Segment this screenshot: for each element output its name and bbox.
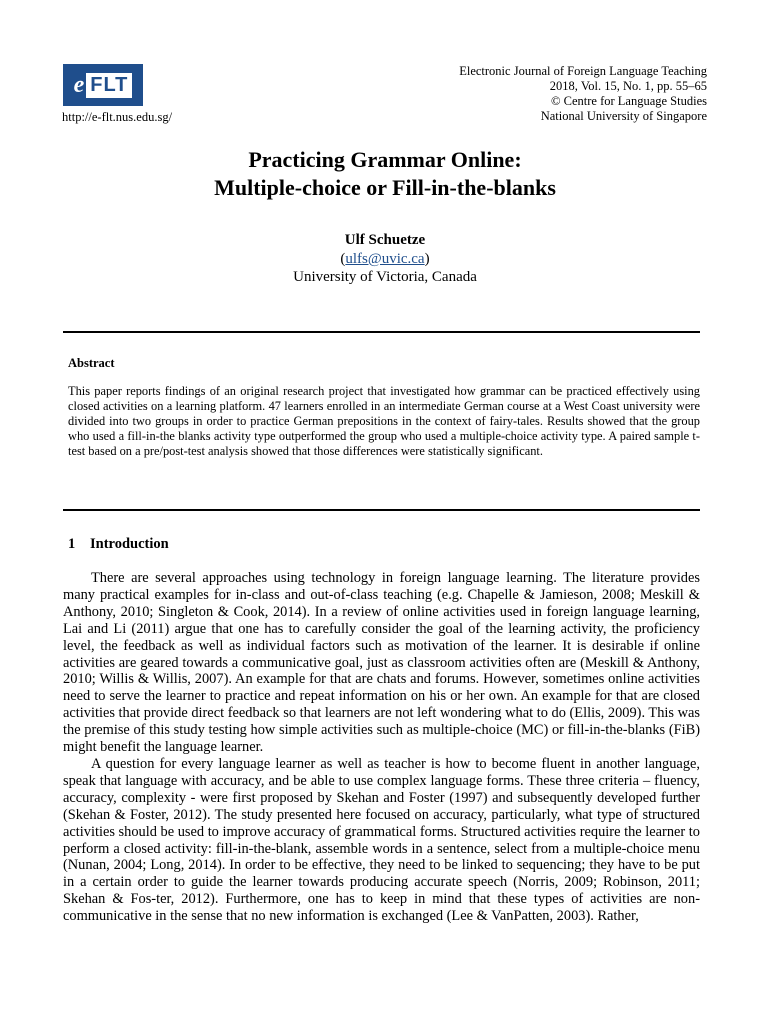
logo-flt: FLT xyxy=(86,73,132,98)
author-name: Ulf Schuetze xyxy=(344,232,426,248)
email-open: ( xyxy=(340,250,346,267)
email-close: ) xyxy=(424,250,430,267)
paragraph: There are several approaches using technology in foreign language learning. The literature provides many practical examples for in-class and out-of-class teaching (e.g. Chapelle & Jamieson, 2008; Meskill & Anthony, 2010; Singleton & Cook, 2014). In a review of online activities used in foreign language learning, Lai and Li (2011) argue that one has to carefully consider the goal of the learning activity, the proficiency level, the feedback as well as individual factors such as motivation of the learner. It is desirable if online activities are geared towards a communicative goal, just as classroom activities often are (Meskill & Anthony, 2010; Willis & Willis, 2007). An example for that are chats and forums. However, sometimes online activities need to serve the learner to practice and repeat information on his or her own. An example for that are closed activities that provide direct feedback so that learners are not left wondering what to do (Ellis, 2009). This was the premise of this study testing how simple activities such as multiple-choice (MC) or fill-in-the-blanks (FiB) might benefit the language learner. xyxy=(63,570,700,756)
paper-title xyxy=(0,146,770,202)
top-divider xyxy=(63,331,700,333)
author-email-link[interactable]: ulfs@uvic.ca xyxy=(345,250,425,267)
abstract-text: This paper reports findings of an original research project that investigated how grammar can be practiced effectively using closed activities on a learning platform. 47 learners enrolled in an intermediate German course at a West Coast university were divided into two groups in order to practice German prepositions in the context of fairy-tales. Results showed that the group who used a fill-in-the blanks activity type outperformed the group who used a multiple-choice activity type. A paired sample t-test based on a pre/post-test analysis showed that those differences were statistically significant. xyxy=(68,384,700,459)
journal-name: Electronic Journal of Foreign Language Teaching xyxy=(459,64,707,78)
title-line-2: Multiple-choice or Fill-in-the-blanks xyxy=(214,175,556,200)
bottom-divider xyxy=(63,509,700,511)
paragraph: A question for every language learner as well as teacher is how to become fluent in another language, speak that language with accuracy, and be able to use complex language forms. These three criteria – fluency, accuracy, complexity - were first proposed by Skehan and Foster (1997) and subsequently developed further (Skehan & Foster, 2012). The study presented here focused on accuracy, particularly, what type of structured activities should be used to improve accuracy of grammatical forms. Structured activities require the learner to perform a closed activity: fill-in-the-blank, assemble words in a sentence, select from a multiple-choice menu (Nunan, 2004; Long, 2014). In order to be effective, they need to be linked to sequencing; they have to be put in a certain order to guide the learner towards producing accurate speech (Norris, 2009; Robinson, 2011; Skehan & Fos-ter, 2012). Furthermore, one has to keep in mind that these types of activities are non-communicative in the sense that no new information is exchanged (Lee & VanPatten, 2003). Rather, xyxy=(63,755,700,925)
journal-logo xyxy=(63,64,143,106)
introduction-body xyxy=(63,570,700,925)
journal-publisher: © Centre for Language Studies xyxy=(551,94,707,108)
journal-institution: National University of Singapore xyxy=(540,109,707,123)
author-email-line xyxy=(0,250,770,269)
author-affiliation: University of Victoria, Canada xyxy=(293,269,477,285)
title-line-1: Practicing Grammar Online: xyxy=(248,147,522,172)
journal-info xyxy=(459,64,707,124)
author-block xyxy=(0,231,770,287)
logo-e: e xyxy=(73,71,85,98)
section-title: Introduction xyxy=(90,536,169,552)
abstract-heading: Abstract xyxy=(68,356,115,370)
site-url[interactable]: http://e-flt.nus.edu.sg/ xyxy=(62,110,173,124)
journal-issue: 2018, Vol. 15, No. 1, pp. 55–65 xyxy=(549,79,707,93)
section-number: 1 xyxy=(68,536,76,552)
section-heading xyxy=(68,536,169,553)
